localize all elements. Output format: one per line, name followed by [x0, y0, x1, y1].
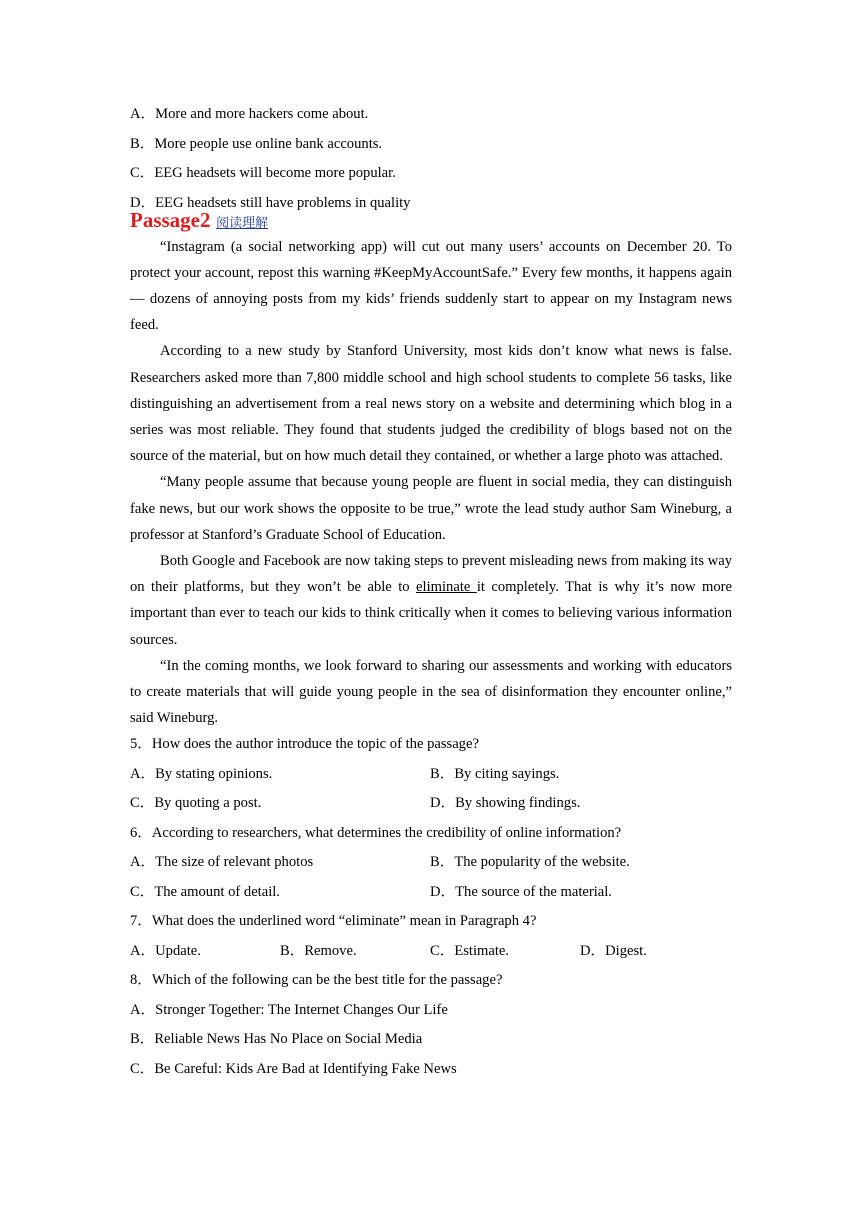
question-6-options-row-1 — [130, 851, 732, 881]
passage-paragraph-1: “Instagram (a social networking app) will cut out many users’ accounts on December 20. To protect your account, repost this warning #KeepMyAccountSafe.” Every few months, it happens again — dozens of annoying posts from my kids’ friends suddenly start to appear on my Instagram news feed. — [130, 238, 732, 334]
previous-question-option-c: C．EEG headsets will become more popular. — [130, 165, 396, 181]
question-6-option-b: B．The popularity of the website. — [430, 854, 630, 871]
question-6-option-d: D．The source of the material. — [430, 883, 612, 900]
question-8-option-b: B．Reliable News Has No Place on Social Media — [130, 1031, 423, 1048]
question-8-option-c: C．Be Careful: Kids Are Bad at Identifying Fake News — [130, 1060, 457, 1077]
question-5-option-b: B．By citing sayings. — [430, 765, 560, 782]
passage-paragraph-2: According to a new study by Stanford University, most kids don’t know what news is false. Researchers asked more than 7,800 middle school and high school students to complete 56 tasks, like distinguishing an advertisement from a real news story on a website and determining which blog in a series was most reliable. They found that students judged the credibility of blogs based not on the source of the material, but on how much detail they contained, or whether a large photo was attached. — [130, 343, 732, 465]
question-6-option-a: A．The size of relevant photos — [130, 854, 314, 871]
question-8-stem: 8．Which of the following can be the best title for the passage? — [130, 972, 503, 989]
passage-paragraph-4 — [130, 548, 732, 653]
question-5-options-row-2 — [130, 792, 732, 822]
underlined-word-eliminate: eliminate — [416, 579, 477, 596]
question-7-stem: 7．What does the underlined word “eliminate” mean in Paragraph 4? — [130, 913, 537, 930]
question-5-options-row-1 — [130, 763, 732, 793]
passage-title: Passage2 — [130, 207, 211, 232]
question-8-option-a: A．Stronger Together: The Internet Changes Our Life — [130, 1001, 448, 1018]
previous-question-option-a: A．More and more hackers come about. — [130, 106, 369, 122]
question-7-options-row — [130, 940, 732, 970]
passage-heading — [130, 208, 732, 232]
question-5-option-d: D．By showing findings. — [430, 795, 581, 812]
question-5-stem: 5．How does the author introduce the topic of the passage? — [130, 736, 479, 753]
question-7-option-c: C．Estimate. — [430, 942, 510, 959]
question-6-option-c: C．The amount of detail. — [130, 883, 280, 900]
question-7-option-b: B．Remove. — [280, 942, 357, 959]
previous-question-option-d: D．EEG headsets still have problems in quality — [130, 194, 411, 211]
question-5-option-a: A．By stating opinions. — [130, 765, 273, 782]
question-6-options-row-2 — [130, 881, 732, 911]
passage-type-link[interactable]: 阅读理解 — [216, 215, 269, 231]
question-5-option-c: C．By quoting a post. — [130, 795, 262, 812]
question-7-option-d: D．Digest. — [580, 942, 647, 959]
previous-question-option-b: B．More people use online bank accounts. — [130, 135, 383, 152]
passage-paragraph-3: “Many people assume that because young people are fluent in social media, they can distinguish fake news, but our work shows the opposite to be true,” wrote the lead study author Sam Wineburg, a professor at Stanford’s Graduate School of Education. — [130, 474, 732, 543]
question-6-stem: 6．According to researchers, what determines the credibility of online information? — [130, 824, 622, 841]
question-7-option-a: A．Update. — [130, 942, 201, 959]
paragraph-4-text-before: Both Google and Facebook are now taking steps to prevent misleading news from making its way on their platforms, but they won’t be able to — [130, 552, 732, 596]
passage-paragraph-5: “In the coming months, we look forward to sharing our assessments and working with educators to create materials that will guide young people in the sea of disinformation they encounter online,” said Wineburg. — [130, 657, 732, 727]
paragraph-4-text-after: it completely. That is why it’s now more important than ever to teach our kids to think critically when it comes to believing various information sources. — [130, 579, 732, 648]
page-content — [130, 103, 732, 1087]
